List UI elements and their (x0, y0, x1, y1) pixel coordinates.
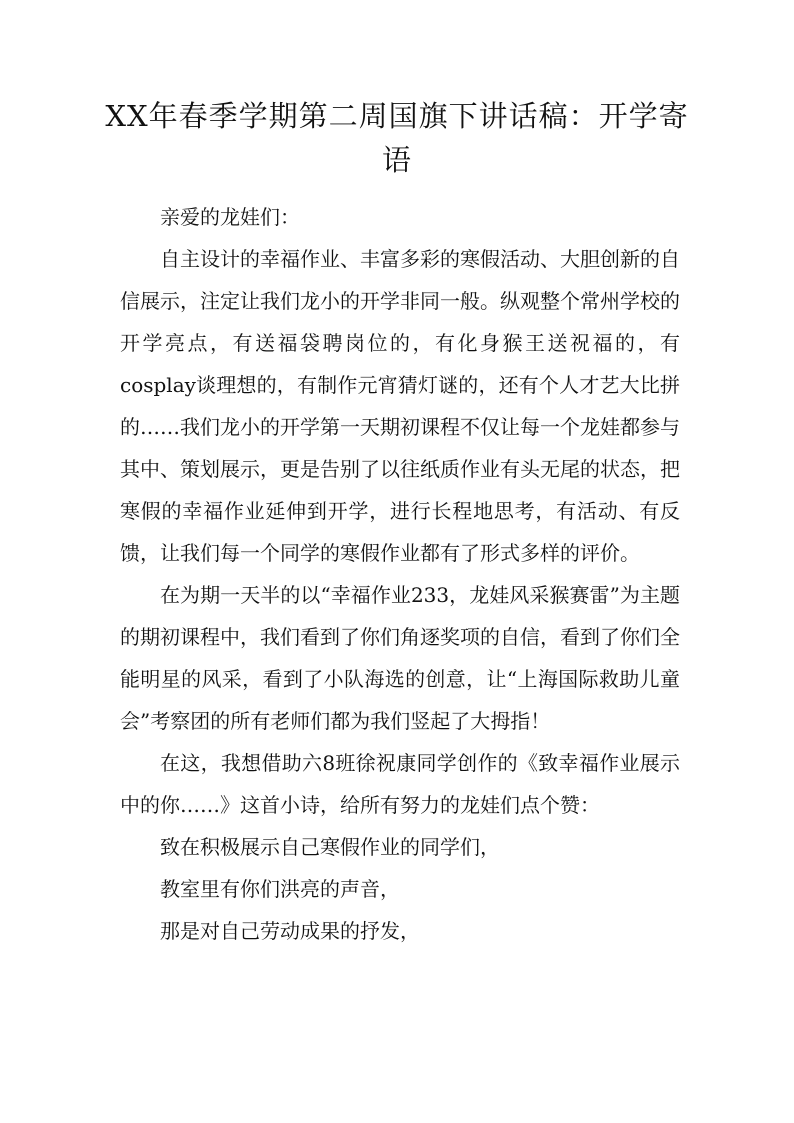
poem-line-2: 教室里有你们洪亮的声音， (160, 877, 400, 901)
document-title: XX年春季学期第二周国旗下讲话稿：开学寄语 (105, 99, 689, 177)
paragraph-1: 自主设计的幸福作业、丰富多彩的寒假活动、大胆创新的自信展示，注定让我们龙小的开学非同一般。纵观整个常州学校的开学亮点，有送福袋聘岗位的，有化身猴王送祝福的，有cosplay谈理想的，有制作元宵猜灯谜的，还有个人才艺大比拼的……我们龙小的开学第一天期初课程不仅让每一个龙娃都参与其中、策划展示，更是告别了以往纸质作业有头无尾的状态，把寒假的幸福作业延伸到开学，进行长程地思考，有活动、有反馈，让我们每一个同学的寒假作业都有了形式多样的评价。 (120, 247, 680, 565)
paragraph-3: 在这，我想借助六8班徐祝康同学创作的《致幸福作业展示中的你……》这首小诗，给所有努力的龙娃们点个赞： (120, 751, 680, 817)
paragraph-greeting: 亲爱的龙娃们： (160, 205, 300, 229)
document-body (120, 196, 680, 952)
paragraph-2: 在为期一天半的以“幸福作业233，龙娃风采猴赛雷”为主题的期初课程中，我们看到了你们角逐奖项的自信，看到了你们全能明星的风采，看到了小队海选的创意，让“上海国际救助儿童会”考察团的所有老师们都为我们竖起了大拇指！ (120, 583, 680, 733)
poem-line-1: 致在积极展示自己寒假作业的同学们， (160, 835, 500, 859)
poem-line-3: 那是对自己劳动成果的抒发， (160, 919, 420, 943)
